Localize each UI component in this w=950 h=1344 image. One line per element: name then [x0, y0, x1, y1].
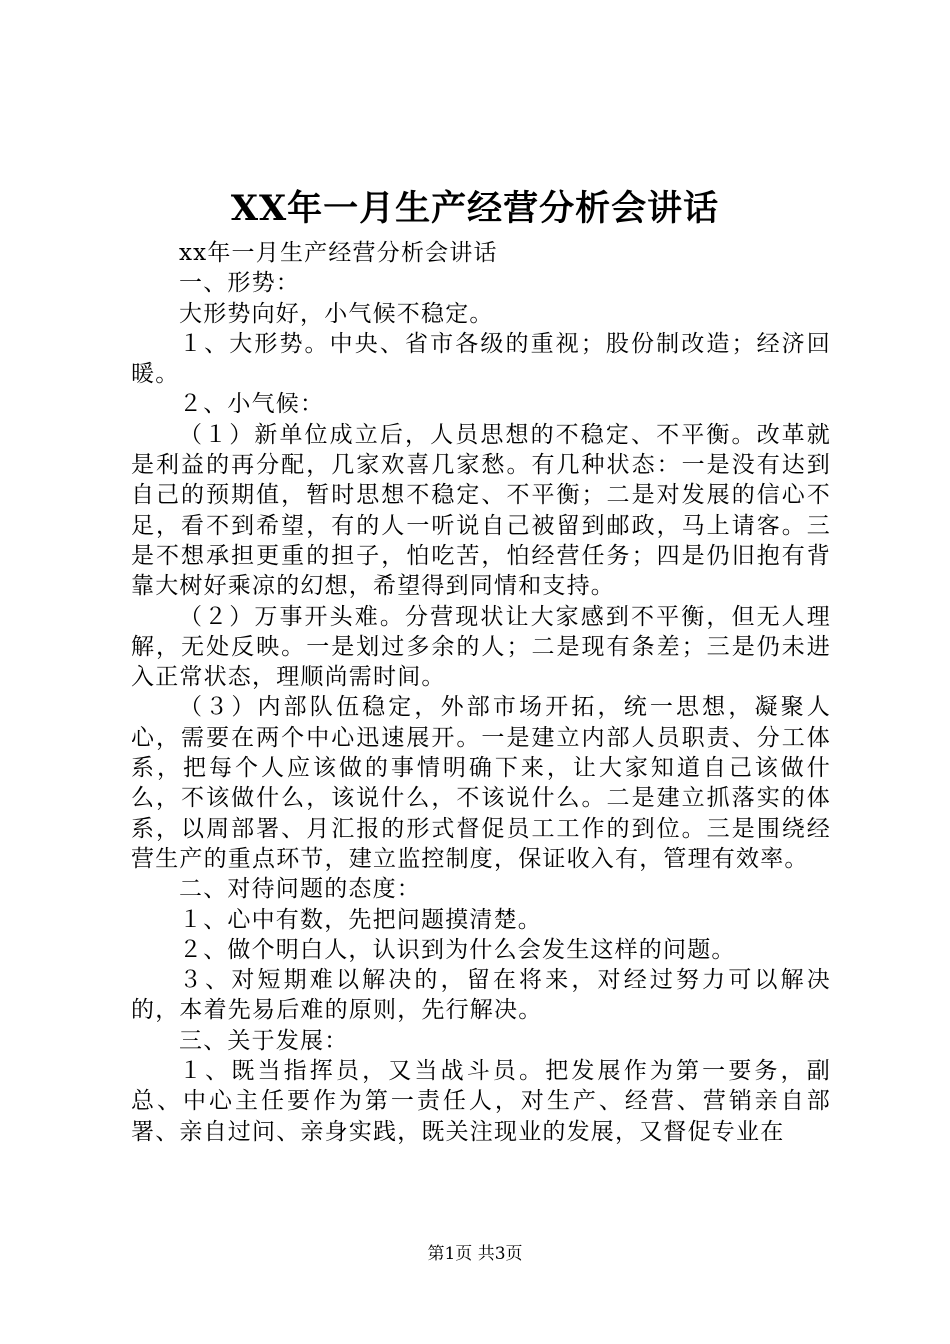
document-body [131, 238, 831, 1147]
paragraph: （３）内部队伍稳定，外部市场开拓，统一思想，凝聚人心，需要在两个中心迅速展开。一是建立内部人员职责、分工体系，把每个人应该做的事情明确下来，让大家知道自己该做什么，不该做什么，该说什么，不该说什么。二是建立抓落实的体系，以周部署、月汇报的形式督促员工工作的到位。三是围绕经营生产的重点环节，建立监控制度，保证收入有，管理有效率。 [131, 694, 831, 872]
paragraph: １、大形势。中央、省市各级的重视；股份制改造；经济回暖。 [131, 330, 831, 388]
paragraph: ３、对短期难以解决的，留在将来，对经过努力可以解决的，本着先易后难的原则，先行解决。 [131, 967, 831, 1024]
section-heading: 一、形势： [179, 270, 300, 297]
section-heading: 二、对待问题的态度： [179, 876, 421, 903]
paragraph: 大形势向好，小气候不稳定。 [179, 300, 494, 327]
paragraph: ２、做个明白人，认识到为什么会发生这样的问题。 [179, 936, 736, 963]
document-title: XX年一月生产经营分析会讲话 [230, 188, 720, 229]
page-footer: 第1页 共3页 [427, 1244, 523, 1264]
paragraph: ２、小气候： [179, 391, 325, 418]
paragraph: １、既当指挥员，又当战斗员。把发展作为第一要务，副总、中心主任要作为第一责任人，对生产、经营、营销亲自部署、亲自过问、亲身实践，既关注现业的发展，又督促专业在 [131, 1058, 831, 1145]
section-heading: 三、关于发展： [179, 1027, 349, 1054]
paragraph: （１）新单位成立后，人员思想的不稳定、不平衡。改革就是利益的再分配，几家欢喜几家愁。有几种状态：一是没有达到自己的预期值，暂时思想不稳定、不平衡；二是对发展的信心不足，看不到希望，有的人一听说自己被留到邮政，马上请客。三是不想承担更重的担子，怕吃苦，怕经营任务；四是仍旧抱有背靠大树好乘凉的幻想，希望得到同情和支持。 [131, 421, 831, 600]
paragraph: １、心中有数，先把问题摸清楚。 [179, 906, 542, 933]
paragraph: （２）万事开头难。分营现状让大家感到不平衡，但无人理解，无处反映。一是划过多余的人；二是现有条差；三是仍未进入正常状态，理顺尚需时间。 [131, 603, 831, 691]
paragraph: xx年一月生产经营分析会讲话 [179, 240, 498, 266]
